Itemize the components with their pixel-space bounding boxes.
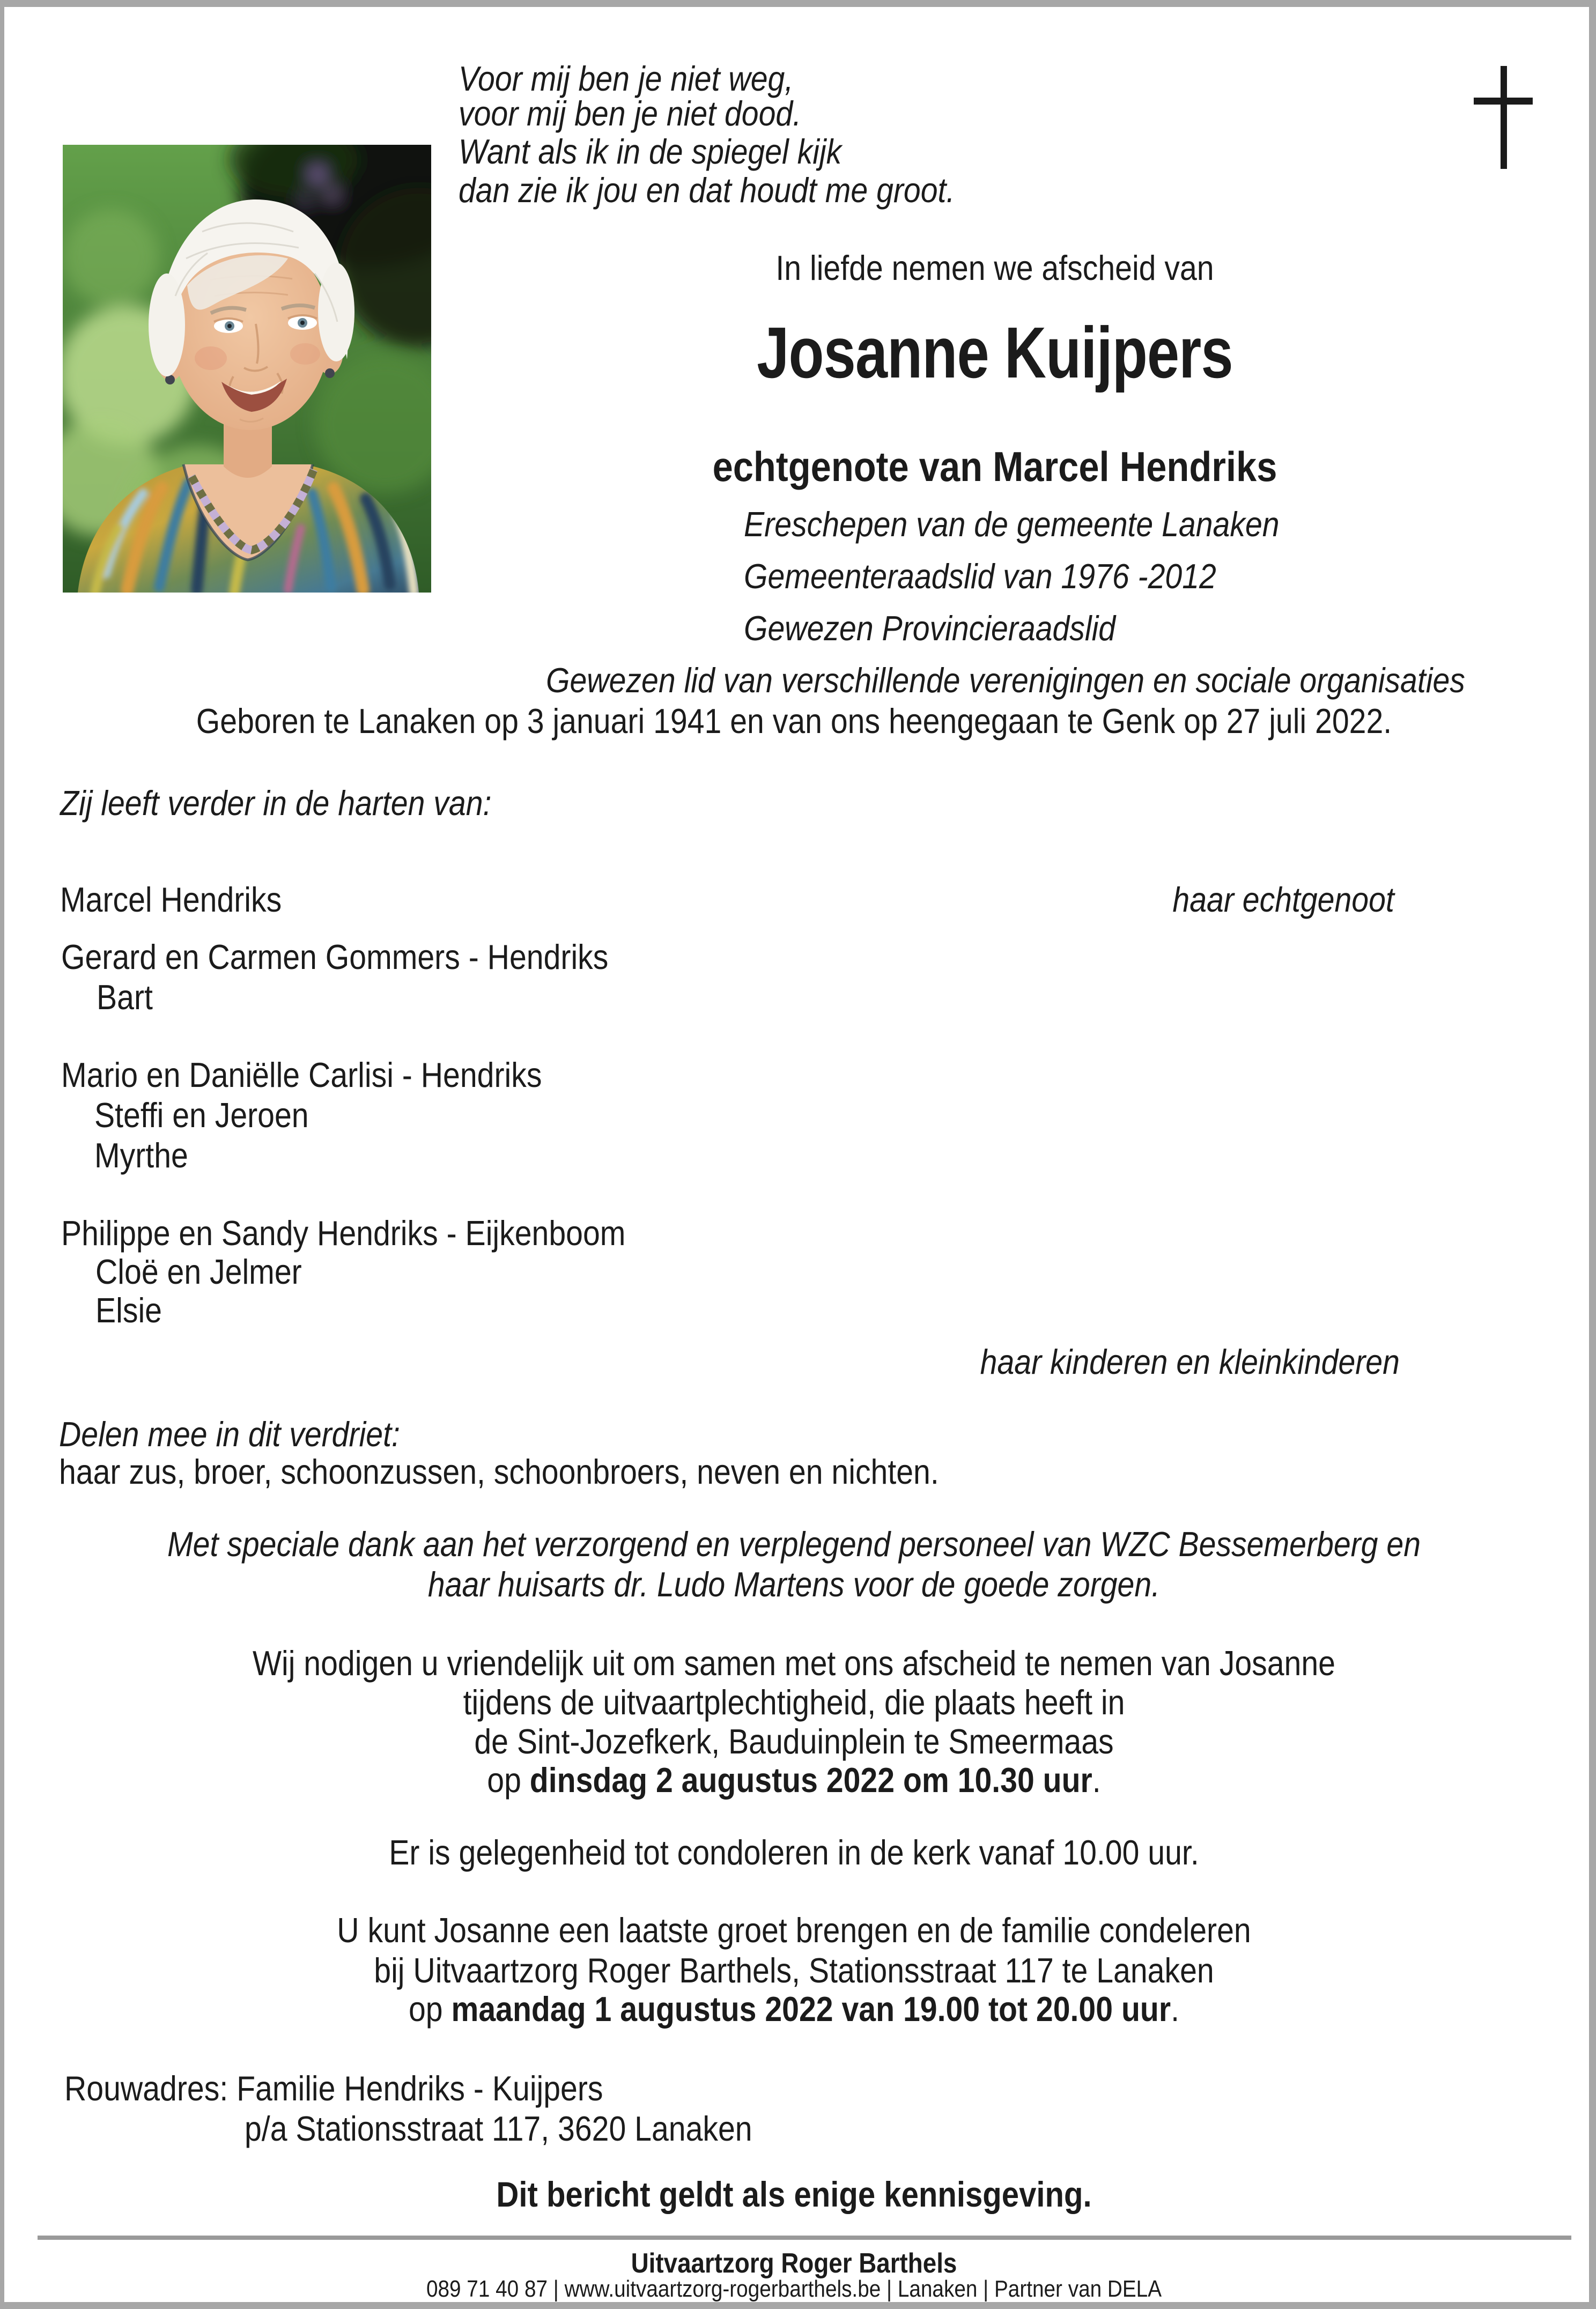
mourning-address-line1: Rouwadres: Familie Hendriks - Kuijpers (64, 2069, 603, 2108)
service-date-line (109, 1762, 1479, 1799)
invitation-line: de Sint-Jozefkerk, Bauduinplein te Smeermaas (474, 1722, 1114, 1761)
footer-contact: 089 71 40 87 | www.uitvaartzorg-rogerbarthels.be | Lanaken | Partner van DELA (426, 2276, 1162, 2302)
family-child: Cloë en Jelmer (95, 1252, 302, 1291)
farewell-line: U kunt Josanne een laatste groet brengen en de familie condeleren (337, 1911, 1251, 1950)
farewell-line: bij Uitvaartzorg Roger Barthels, Stationsstraat 117 te Lanaken (374, 1951, 1214, 1990)
life-dates-line: Geboren te Lanaken op 3 januari 1941 en van ons heengegaan te Genk op 27 juli 2022. (196, 701, 1392, 741)
footer-divider (38, 2236, 1571, 2240)
family-child: Bart (97, 978, 153, 1017)
honor-line: Ereschepen van de gemeente Lanaken (744, 505, 1280, 544)
survivors-intro: Zij leeft verder in de harten van: (60, 783, 492, 823)
visit-date-line (109, 1991, 1479, 2028)
thanks-line: Met speciale dank aan het verzorgend en verplegend personeel van WZC Bessemerberg en (167, 1524, 1421, 1564)
visit-date-suffix: . (1171, 1989, 1179, 2029)
family-parents: Philippe en Sandy Hendriks - Eijkenboom (61, 1213, 626, 1253)
service-date-suffix: . (1092, 1760, 1101, 1800)
visit-date-prefix: op (408, 1989, 452, 2029)
poem-line: voor mij ben je niet dood. (459, 94, 802, 133)
cross-icon-horizontal (1474, 98, 1533, 105)
intro-line: In liefde nemen we afscheid van (775, 248, 1214, 287)
grief-intro: Delen mee in dit verdriet: (59, 1415, 400, 1454)
poem-line: dan zie ik jou en dat houdt me groot. (459, 171, 955, 210)
family-child: Myrthe (94, 1136, 188, 1175)
honor-line: Gewezen lid van verschillende verenigingen en sociale organisaties (546, 661, 1465, 700)
service-date-bold: dinsdag 2 augustus 2022 om 10.30 uur (529, 1760, 1092, 1800)
spouse-name: Marcel Hendriks (60, 880, 282, 919)
spouse-relation: haar echtgenoot (1172, 880, 1394, 919)
relation-line: echtgenote van Marcel Hendriks (712, 443, 1277, 490)
family-parents: Mario en Daniëlle Carlisi - Hendriks (61, 1055, 542, 1094)
footer-company: Uitvaartzorg Roger Barthels (631, 2248, 957, 2279)
scan-edge-bottom (0, 2302, 1596, 2309)
portrait-photo (63, 145, 431, 593)
poem-line: Voor mij ben je niet weg, (459, 59, 794, 98)
grief-line: haar zus, broer, schoonzussen, schoonbroers, neven en nichten. (59, 1452, 939, 1491)
honor-line: Gemeenteraadslid van 1976 -2012 (744, 557, 1216, 596)
scan-edge-top (0, 0, 1596, 7)
condolence-church-line: Er is gelegenheid tot condoleren in de kerk vanaf 10.00 uur. (389, 1833, 1199, 1872)
notice-line: Dit bericht geldt als enige kennisgeving. (496, 2174, 1092, 2214)
descendants-note: haar kinderen en kleinkinderen (980, 1342, 1400, 1381)
family-child: Elsie (95, 1291, 162, 1330)
cross-icon-vertical (1501, 66, 1507, 169)
service-date-prefix: op (487, 1760, 530, 1800)
poem-line: Want als ik in de spiegel kijk (459, 132, 842, 171)
deceased-name: Josanne Kuijpers (757, 312, 1233, 393)
honor-line: Gewezen Provincieraadslid (744, 609, 1116, 648)
invitation-line: Wij nodigen u vriendelijk uit om samen met ons afscheid te nemen van Josanne (253, 1644, 1335, 1683)
visit-date-bold: maandag 1 augustus 2022 van 19.00 tot 20.00 uur (451, 1989, 1171, 2029)
scan-edge-left (0, 0, 4, 2309)
family-parents: Gerard en Carmen Gommers - Hendriks (61, 937, 609, 976)
invitation-line: tijdens de uitvaartplechtigheid, die plaats heeft in (463, 1683, 1125, 1722)
thanks-line: haar huisarts dr. Ludo Martens voor de goede zorgen. (427, 1565, 1161, 1604)
scan-edge-right (1589, 0, 1596, 2309)
mourning-address-line2: p/a Stationsstraat 117, 3620 Lanaken (245, 2109, 752, 2148)
family-child: Steffi en Jeroen (94, 1096, 309, 1135)
